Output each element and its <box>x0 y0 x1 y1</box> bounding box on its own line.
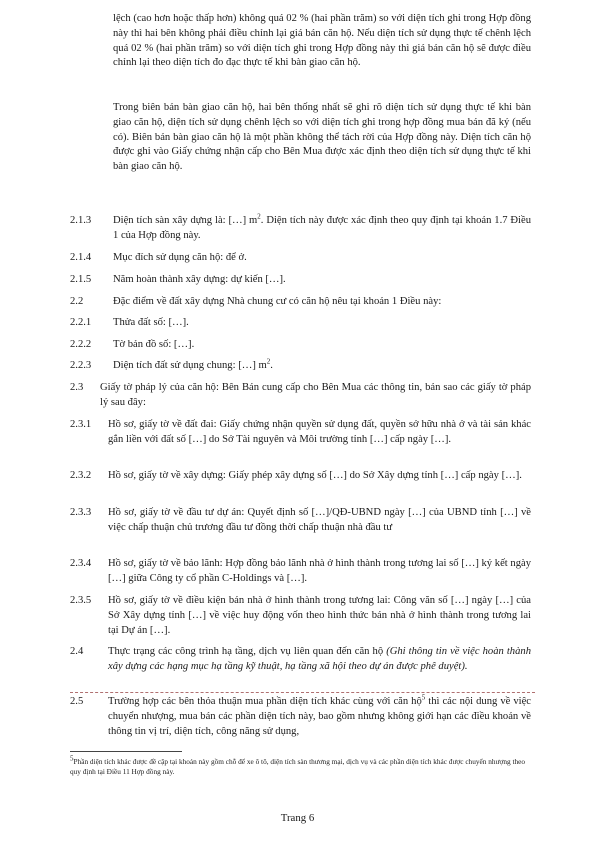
clause-2-3-2: 2.3.2 Hồ sơ, giấy tờ về xây dựng: Giấy phép xây dựng số […] do Sở Xây dựng tỉnh […] cấp ngày […]. <box>70 469 531 484</box>
clause-2-2: 2.2 Đặc điểm về đất xây dựng Nhà chung cư có căn hộ nêu tại khoản 1 Điều này: <box>70 295 531 310</box>
clause-2-5: 2.5 Trường hợp các bên thỏa thuận mua phần diện tích khác cùng với căn hộ$^5$ thì các nội dung về việc chuyển nhượng, mua bán các phần diện tích này, bao gồm nhưng không giới hạn các điều khoản về thông tin vị trí, diện tích, công năng sử dụng, <box>70 693 531 737</box>
clause-2-3-3: 2.3.3 Hồ sơ, giấy tờ về đầu tư dự án: Quyết định số […]/QĐ-UBND ngày […] của UBND tỉnh […] về việc chấp thuận chủ trương đầu tư đồng thời chấp thuận nhà đầu tư <box>70 507 531 533</box>
scan-artifact-line <box>70 692 535 693</box>
clause-2-2-2: 2.2.2 Tờ bản đồ số: […]. <box>70 338 531 353</box>
clause-number: 2.3.4 <box>70 558 92 569</box>
clause-number: 2.2 <box>70 296 84 307</box>
clause-2-1-4: 2.1.4 Mục đích sử dụng căn hộ: để ở. <box>70 251 531 266</box>
intro-paragraph: lệch (cao hơn hoặc thấp hơn) không quá 02 % (hai phần trăm) so với diện tích ghi trong Hợp đồng này thì hai bên không phải điều chỉnh lại giá bán căn hộ. Nếu diện tích sử dụng thực tế chênh lệch quá 02 % (hai phần trăm) so với diện tích ghi trong Hợp đồng này thì giá bán căn hộ sẽ được điều chỉnh lại theo diện tích đo đạc thực tế khi bàn giao căn hộ. <box>113 13 531 69</box>
clause-number: 2.1.4 <box>70 252 92 263</box>
handover-paragraph: Trong biên bản bàn giao căn hộ, hai bên thống nhất sẽ ghi rõ diện tích sử dụng thực tế khi bàn giao căn hộ, diện tích sử dụng chênh lệch so với diện tích ghi trong hợp đồng mua bán đã ký (nếu có). Biên bản bàn giao căn hộ là một phần không thể tách rời của Hợp đồng này. Diện tích căn hộ được ghi vào Giấy chứng nhận cấp cho Bên Mua được xác định theo diện tích sử dụng thực tế khi bàn giao căn hộ. <box>113 102 531 173</box>
clause-number: 2.3.1 <box>70 419 92 430</box>
footnote-rule <box>70 751 182 752</box>
page-number: Trang 6 <box>280 812 315 824</box>
footnote-text: Phần diện tích khác được đề cập tại khoản này gồm chỗ để xe ô tô, diện tích sàn thương mại, dịch vụ và các phần diện tích khác được chuyển nhượng theo quy định tại Điều 11 Hợp đồng này. <box>70 757 526 776</box>
clause-number: 2.3.2 <box>70 470 92 481</box>
clause-number: 2.2.2 <box>70 339 92 350</box>
clause-number: 2.3.3 <box>70 507 92 518</box>
clause-number: 2.5 <box>70 696 84 707</box>
clause-number: 2.2.3 <box>70 360 92 371</box>
clause-number: 2.3 <box>70 382 84 393</box>
clause-number: 2.4 <box>70 646 84 657</box>
footnote-marker: 5 <box>70 754 74 763</box>
clause-2-1-5: 2.1.5 Năm hoàn thành xây dựng: dự kiến […]. <box>70 273 531 288</box>
clause-2-3-4: 2.3.4 Hồ sơ, giấy tờ về bảo lãnh: Hợp đồng bảo lãnh nhà ở hình thành trong tương lai số […] ký kết ngày […] giữa Công ty cổ phần C-Holdings và […]. <box>70 558 531 584</box>
clause-number: 2.2.1 <box>70 317 92 328</box>
clause-number: 2.1.3 <box>70 215 92 226</box>
clause-2-3-1: 2.3.1 Hồ sơ, giấy tờ về đất đai: Giấy chứng nhận quyền sử dụng đất, quyền sở hữu nhà ở và tài sản khác gắn liền với đất số […] do Sở Tài nguyên và Môi trường tỉnh […] cấp ngày […]. <box>70 419 531 445</box>
clause-2-4: 2.4 Thực trạng các công trình hạ tầng, dịch vụ liên quan đến căn hộ (Ghi thông tin về việc hoàn thành xây dựng các hạng mục hạ tầng kỹ thuật, hạ tầng xã hội theo dự án được phê duyệt). <box>70 646 531 672</box>
clause-2-2-1: 2.2.1 Thửa đất số: […]. <box>70 316 531 331</box>
clause-2-3: 2.3 Giấy tờ pháp lý của căn hộ: Bên Bán cung cấp cho Bên Mua các thông tin, bản sao các giấy tờ pháp lý sau đây: <box>70 382 531 408</box>
clause-number: 2.3.5 <box>70 595 92 606</box>
footnote <box>70 754 535 777</box>
clause-2-1-3: 2.1.3 Diện tích sàn xây dựng là: […] $m^2$. Diện tích này được xác định theo quy định tại khoản 1.7 Điều 1 của Hợp đồng này. <box>70 212 531 241</box>
clause-number: 2.1.5 <box>70 274 92 285</box>
clause-2-3-5: 2.3.5 Hồ sơ, giấy tờ về điều kiện bán nhà ở hình thành trong tương lai: Công văn số […] ngày […] của Sở Xây dựng tỉnh […] về việc huy động vốn theo hình thức bán nhà ở hình thành trong tương lai tại Dự án […]. <box>70 595 531 636</box>
clause-2-2-3: 2.2.3 Diện tích đất sử dụng chung: […] $m^2$. <box>70 359 531 374</box>
